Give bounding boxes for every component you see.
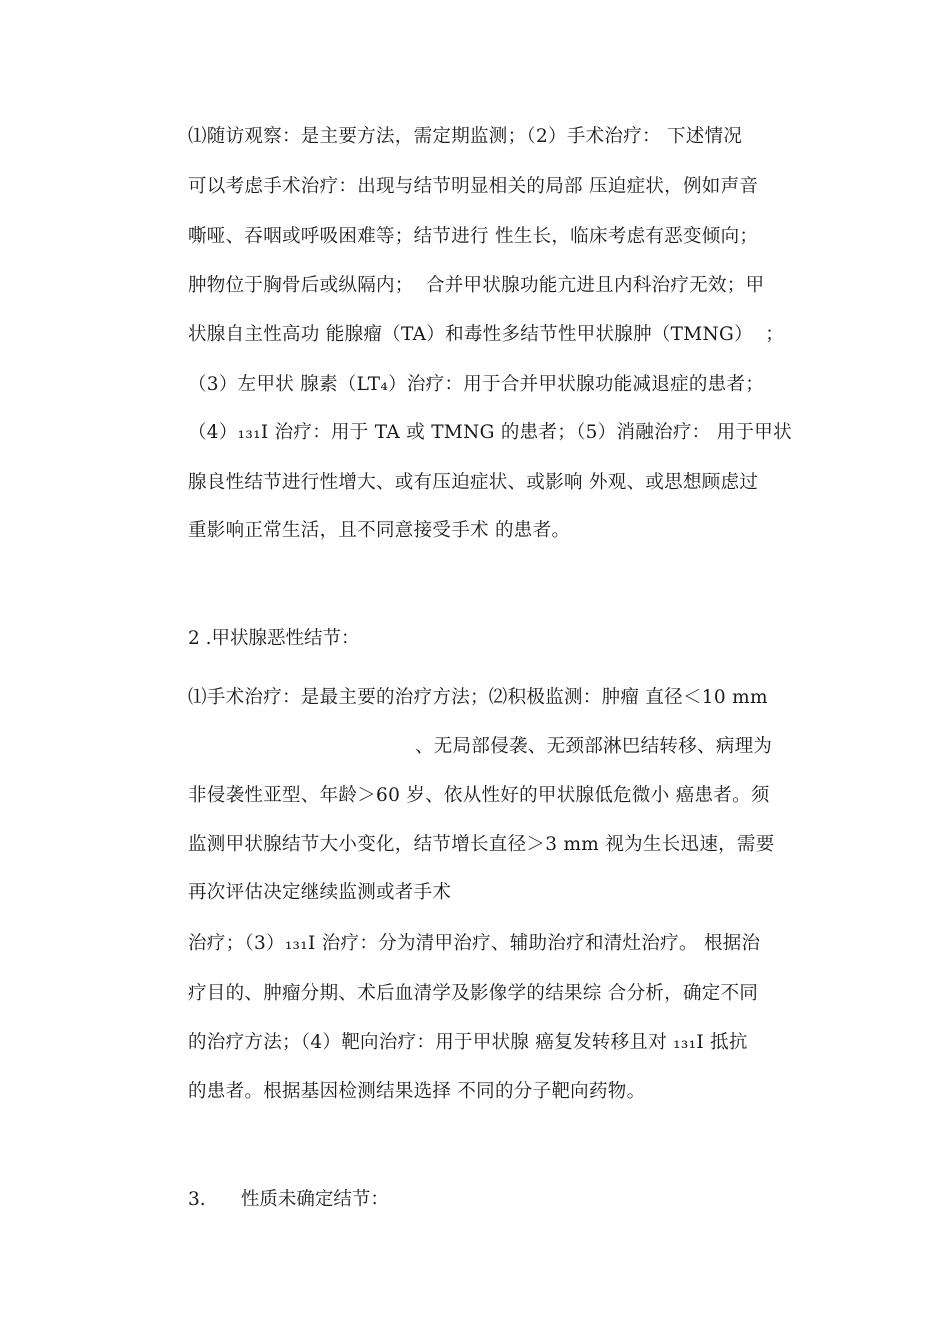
section-heading: 2 .甲状腺恶性结节： <box>188 628 360 649</box>
paragraph-line: 重影响正常生活，且不同意接受手术 的患者。 <box>188 520 571 541</box>
paragraph-line: 的治疗方法；（4）靶向治疗：用于甲状腺 癌复发转移且对 ₁₃₁I 抵抗 <box>188 1032 748 1053</box>
paragraph-line: 治疗；（3）₁₃₁I 治疗：分为清甲治疗、辅助治疗和清灶治疗。 根据治 <box>188 933 761 954</box>
paragraph-line: 状腺自主性高功 能腺瘤（TA）和毒性多结节性甲状腺肿（TMNG） ； <box>188 324 785 345</box>
paragraph-line: ⑴手术治疗：是最主要的治疗方法；⑵积极监测：肿瘤 直径＜10 mm <box>188 687 768 708</box>
paragraph-line: （4）₁₃₁I 治疗：用于 TA 或 TMNG 的患者；（5）消融治疗： 用于甲状 <box>188 422 792 443</box>
paragraph-line: 嘶哑、吞咽或呼吸困难等；结节进行 性生长，临床考虑有恶变倾向； <box>188 226 759 247</box>
paragraph-line: 肿物位于胸骨后或纵隔内； 合并甲状腺功能亢进且内科治疗无效；甲 <box>188 275 765 296</box>
paragraph-line: ⑴随访观察：是主要方法，需定期监测；（2）手术治疗： 下述情况 <box>188 126 743 147</box>
paragraph-line: 再次评估决定继续监测或者手术 <box>188 882 452 903</box>
paragraph-line: （3）左甲状 腺素（LT₄）治疗：用于合并甲状腺功能减退症的患者； <box>188 374 765 395</box>
paragraph-line: 疗目的、肿瘤分期、术后血清学及影像学的结果综 合分析，确定不同 <box>188 983 759 1004</box>
paragraph-line: 监测甲状腺结节大小变化，结节增长直径＞3 mm 视为生长迅速，需要 <box>188 834 775 855</box>
paragraph-line: 可以考虑手术治疗：出现与结节明显相关的局部 压迫症状，例如声音 <box>188 176 759 197</box>
paragraph-line: 非侵袭性亚型、年龄＞60 岁、依从性好的甲状腺低危微小 癌患者。须 <box>188 785 770 806</box>
paragraph-line: 的患者。根据基因检测结果选择 不同的分子靶向药物。 <box>188 1081 646 1102</box>
paragraph-line: 腺良性结节进行性增大、或有压迫症状、或影响 外观、或思想顾虑过 <box>188 472 759 493</box>
section-heading: 3. 性质未确定结节： <box>188 1189 389 1210</box>
paragraph-line: 、无局部侵袭、无颈部淋巴结转移、病理为 <box>415 736 773 757</box>
